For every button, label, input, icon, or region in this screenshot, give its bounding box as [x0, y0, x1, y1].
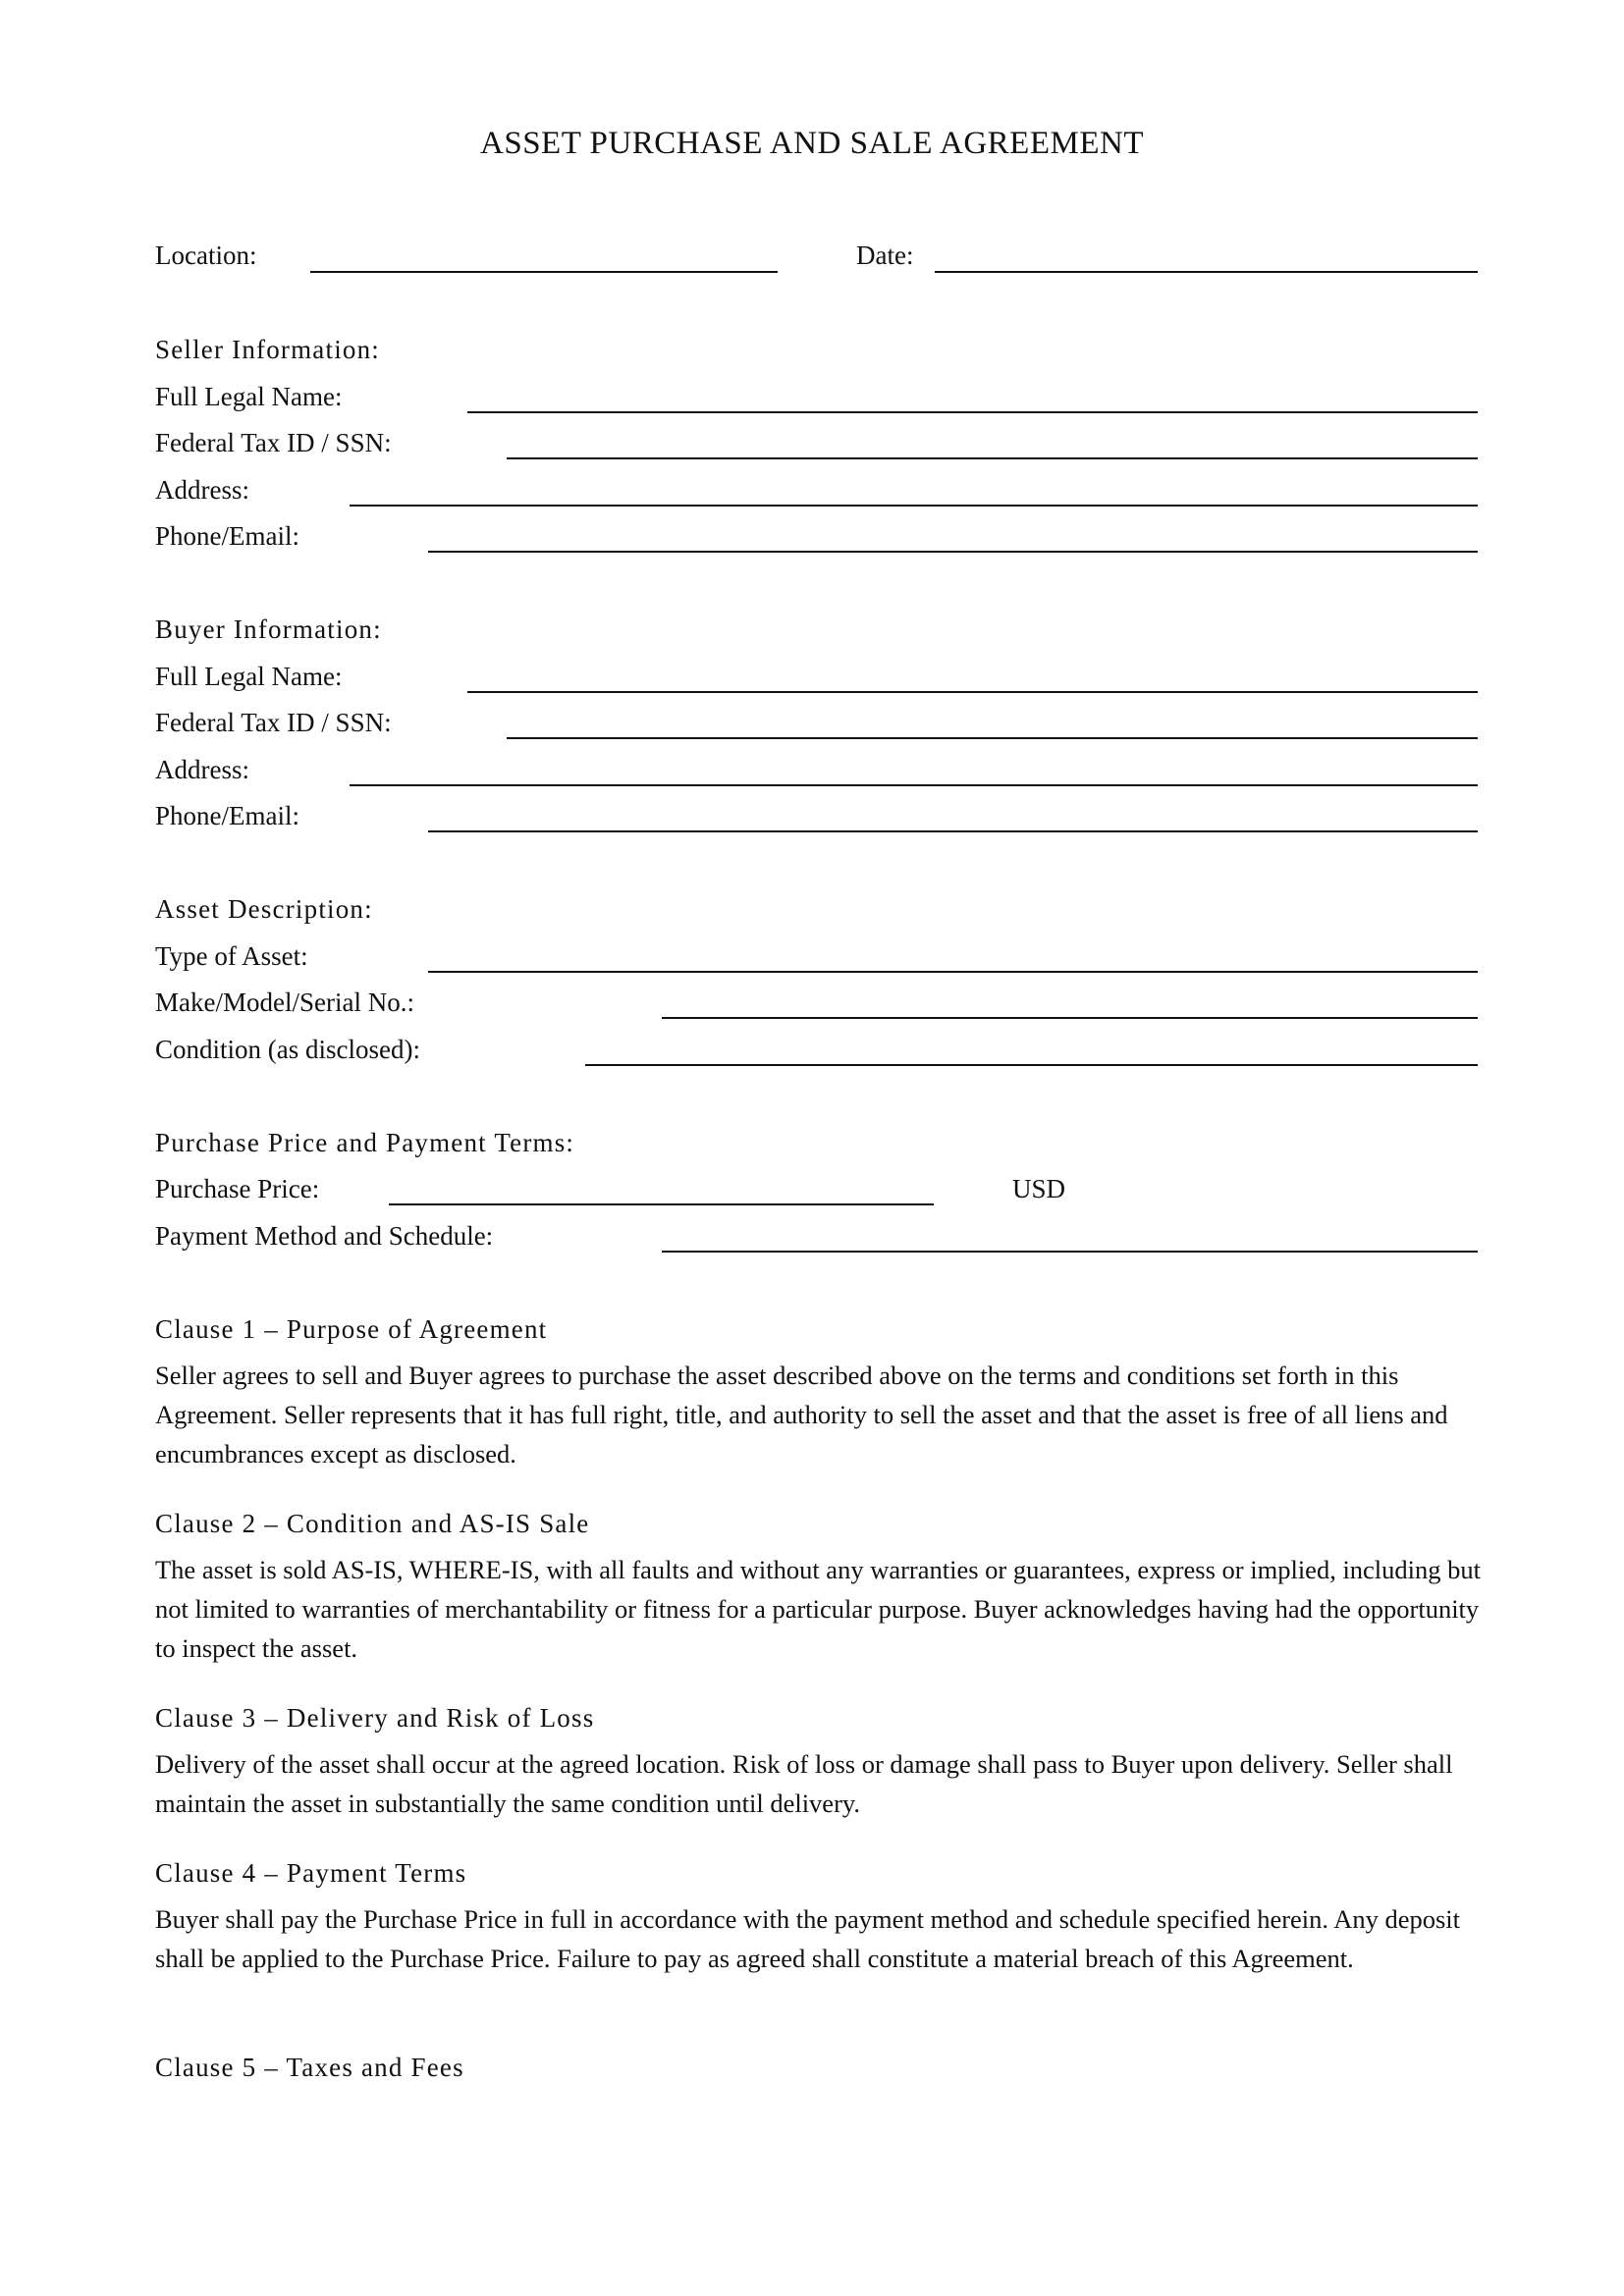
- seller-tax-field[interactable]: [507, 457, 1478, 459]
- seller-tax-label: Federal Tax ID / SSN:: [155, 428, 392, 457]
- clause-2-body: The asset is sold AS-IS, WHERE-IS, with all faults and without any warranties or guarantees, express or implied, including but not limited to warranties of merchantability or fitness for a particular purpose. Buyer acknowledges having had the opportunity to inspect the asset.: [155, 1555, 1482, 1663]
- seller-name-label: Full Legal Name:: [155, 382, 343, 411]
- seller-name-field[interactable]: [467, 411, 1478, 413]
- buyer-heading: Buyer Information:: [155, 614, 382, 644]
- buyer-name-label: Full Legal Name:: [155, 662, 343, 691]
- asset-type-field[interactable]: [428, 971, 1478, 973]
- asset-condition-label: Condition (as disclosed):: [155, 1035, 420, 1064]
- buyer-tax-field[interactable]: [507, 737, 1478, 739]
- asset-condition-field[interactable]: [585, 1064, 1478, 1066]
- buyer-contact-field[interactable]: [428, 830, 1478, 832]
- document-title: ASSET PURCHASE AND SALE AGREEMENT: [480, 126, 1144, 161]
- asset-model-field[interactable]: [662, 1017, 1478, 1019]
- buyer-address-label: Address:: [155, 755, 249, 784]
- payment-heading: Purchase Price and Payment Terms:: [155, 1128, 575, 1157]
- buyer-tax-label: Federal Tax ID / SSN:: [155, 708, 392, 737]
- seller-contact-label: Phone/Email:: [155, 521, 299, 551]
- seller-heading: Seller Information:: [155, 335, 380, 364]
- clause-4-title: Clause 4 – Payment Terms: [155, 1858, 467, 1888]
- buyer-name-field[interactable]: [467, 691, 1478, 693]
- date-field[interactable]: [935, 271, 1478, 273]
- buyer-contact-label: Phone/Email:: [155, 801, 299, 830]
- clause-4-body: Buyer shall pay the Purchase Price in full in accordance with the payment method and schedule specified herein. Any deposit shall be applied to the Purchase Price. Failure to pay as agreed shall constitute a material breach of this Agreement.: [155, 1904, 1461, 1973]
- seller-contact-field[interactable]: [428, 551, 1478, 553]
- clause-3-title: Clause 3 – Delivery and Risk of Loss: [155, 1703, 595, 1733]
- price-label: Purchase Price:: [155, 1174, 320, 1203]
- location-label: Location:: [155, 240, 257, 270]
- seller-address-field[interactable]: [350, 505, 1478, 507]
- clause-5-title: Clause 5 – Taxes and Fees: [155, 2053, 464, 2082]
- asset-type-label: Type of Asset:: [155, 941, 308, 971]
- clause-3-body: Delivery of the asset shall occur at the agreed location. Risk of loss or damage shall pass to Buyer upon delivery. Seller shall maintain the asset in substantially the same condition until delivery.: [155, 1749, 1453, 1818]
- clause-1-body: Seller agrees to sell and Buyer agrees to purchase the asset described above on the terms and conditions set forth in this Agreement. Seller represents that it has full right, title, and authority to sell the asset and that the asset is free of all liens and encumbrances except as disclosed.: [155, 1361, 1448, 1468]
- payment-method-field[interactable]: [662, 1251, 1478, 1253]
- asset-heading: Asset Description:: [155, 894, 373, 924]
- clause-1-title: Clause 1 – Purpose of Agreement: [155, 1314, 548, 1344]
- seller-address-label: Address:: [155, 475, 249, 505]
- price-field[interactable]: [389, 1203, 934, 1205]
- payment-method-label: Payment Method and Schedule:: [155, 1221, 494, 1251]
- currency-label: USD: [1012, 1174, 1066, 1203]
- buyer-address-field[interactable]: [350, 784, 1478, 786]
- asset-model-label: Make/Model/Serial No.:: [155, 988, 414, 1017]
- clause-2-title: Clause 2 – Condition and AS-IS Sale: [155, 1509, 590, 1538]
- date-label: Date:: [856, 240, 914, 270]
- location-field[interactable]: [310, 271, 778, 273]
